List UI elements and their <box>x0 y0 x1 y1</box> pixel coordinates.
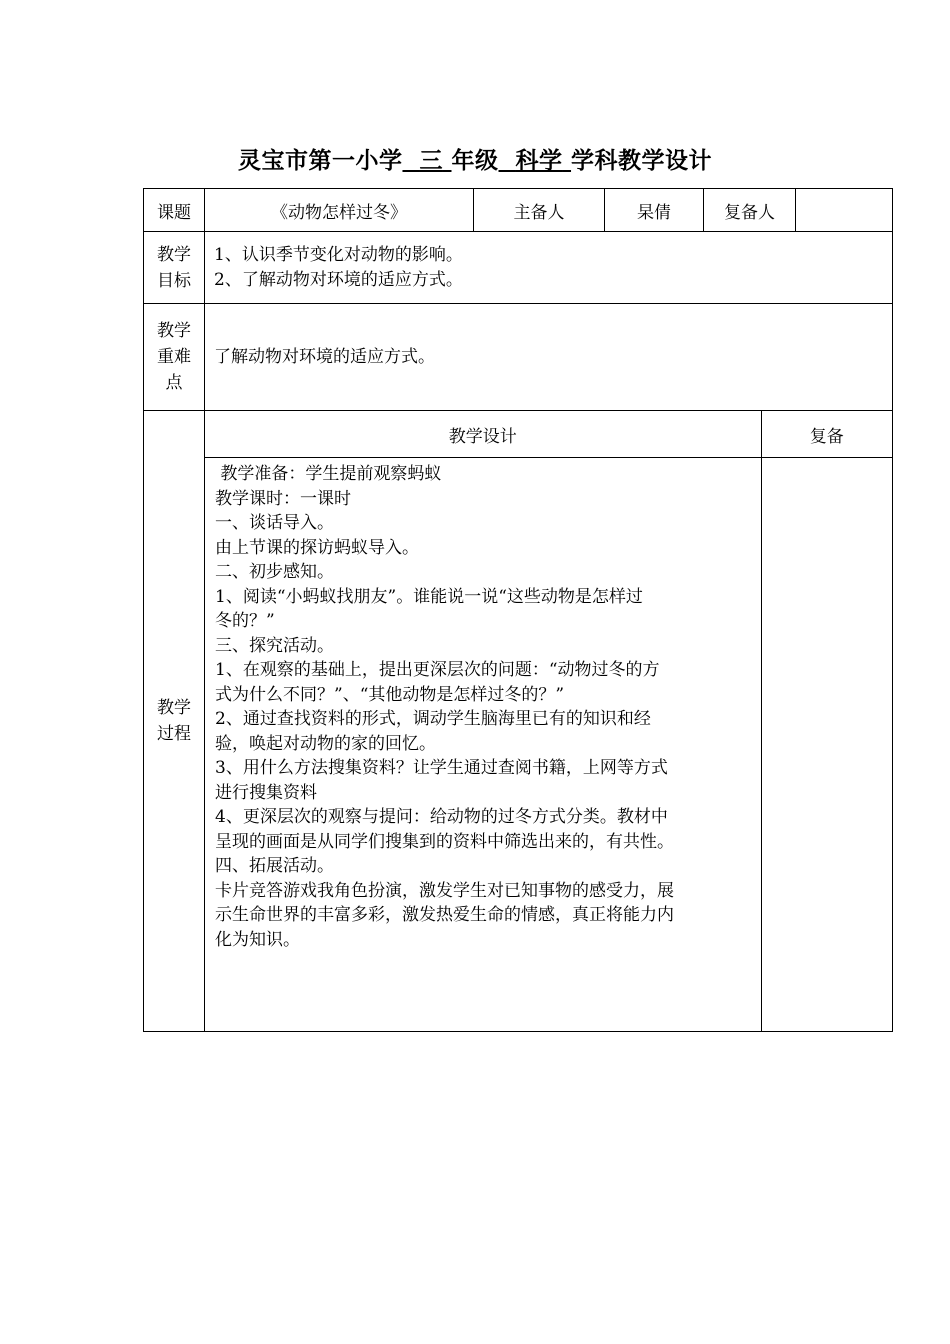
title-grade-label: 年级 <box>451 148 499 174</box>
process-line: 教学准备：学生提前观察蚂蚁 <box>215 464 442 484</box>
review-content <box>761 458 892 1032</box>
process-container <box>205 411 893 1032</box>
header-row <box>144 189 893 232</box>
process-line: 进行搜集资料 <box>215 782 317 803</box>
process-line: 1、阅读“小蚂蚁找朋友”。谁能说一说“这些动物是怎样过 <box>215 586 643 607</box>
process-label-line: 过程 <box>157 724 191 744</box>
design-header: 教学设计 <box>205 411 761 458</box>
key-points-label-line: 点 <box>165 373 183 393</box>
process-line: 三、探究活动。 <box>215 635 334 656</box>
objectives-content <box>205 232 893 304</box>
process-line: 2、通过查找资料的形式，调动学生脑海里已有的知识和经 <box>215 709 651 729</box>
process-label <box>144 411 205 1032</box>
process-content <box>205 458 761 1032</box>
process-inner-table <box>205 411 892 1031</box>
process-line: 验，唤起对动物的家的回忆。 <box>215 733 436 754</box>
process-line: 教学课时：一课时 <box>215 488 351 509</box>
process-line: 化为知识。 <box>215 929 300 950</box>
process-line: 示生命世界的丰富多彩，激发热爱生命的情感，真正将能力内 <box>215 905 674 925</box>
co-preparer-label: 复备人 <box>704 189 796 232</box>
process-row <box>144 411 893 1032</box>
page-title <box>0 142 950 175</box>
topic-label: 课题 <box>144 189 205 232</box>
process-line: 呈现的画面是从同学们搜集到的资料中筛选出来的，有共性。 <box>215 831 674 852</box>
process-line: 式为什么不同？”、“其他动物是怎样过冬的？” <box>215 684 565 705</box>
title-subject-blank <box>499 148 572 174</box>
process-line: 二、初步感知。 <box>215 562 334 582</box>
objectives-label-line: 目标 <box>157 270 191 291</box>
topic-value: 《动物怎样过冬》 <box>205 189 474 232</box>
title-school: 灵宝市第一小学 <box>237 148 403 174</box>
process-label-line: 教学 <box>157 698 191 718</box>
process-line: 1、在观察的基础上，提出更深层次的问题：“动物过冬的方 <box>215 660 660 680</box>
title-grade-value: 三 <box>419 148 443 174</box>
key-points-row <box>144 304 893 411</box>
key-points-content: 了解动物对环境的适应方式。 <box>205 304 893 411</box>
process-line: 由上节课的探访蚂蚁导入。 <box>215 537 419 558</box>
objectives-row <box>144 232 893 304</box>
title-suffix: 学科教学设计 <box>571 148 713 174</box>
main-preparer-value: 杲倩 <box>605 189 704 232</box>
co-preparer-value <box>796 189 893 232</box>
key-points-label-line: 教学 <box>157 321 191 341</box>
process-line: 卡片竞答游戏我角色扮演，激发学生对已知事物的感受力，展 <box>215 880 674 901</box>
objective-item: 1、认识季节变化对动物的影响。 <box>214 244 463 265</box>
objectives-label-line: 教学 <box>157 244 191 265</box>
lesson-plan-table <box>143 188 893 1032</box>
process-line: 3、用什么方法搜集资料？让学生通过查阅书籍，上网等方式 <box>215 758 668 778</box>
process-line: 冬的？” <box>215 611 275 631</box>
objectives-label <box>144 232 205 304</box>
process-line: 一、谈话导入。 <box>215 513 334 533</box>
title-subject-value: 科学 <box>515 148 563 174</box>
title-grade-blank <box>402 148 451 174</box>
process-line: 四、拓展活动。 <box>215 856 334 876</box>
key-points-label <box>144 304 205 411</box>
objective-item: 2、了解动物对环境的适应方式。 <box>214 269 463 290</box>
process-line: 4、更深层次的观察与提问：给动物的过冬方式分类。教材中 <box>215 807 668 827</box>
main-preparer-label: 主备人 <box>474 189 605 232</box>
key-points-label-line: 重难 <box>157 347 191 367</box>
review-header: 复备 <box>761 411 892 458</box>
